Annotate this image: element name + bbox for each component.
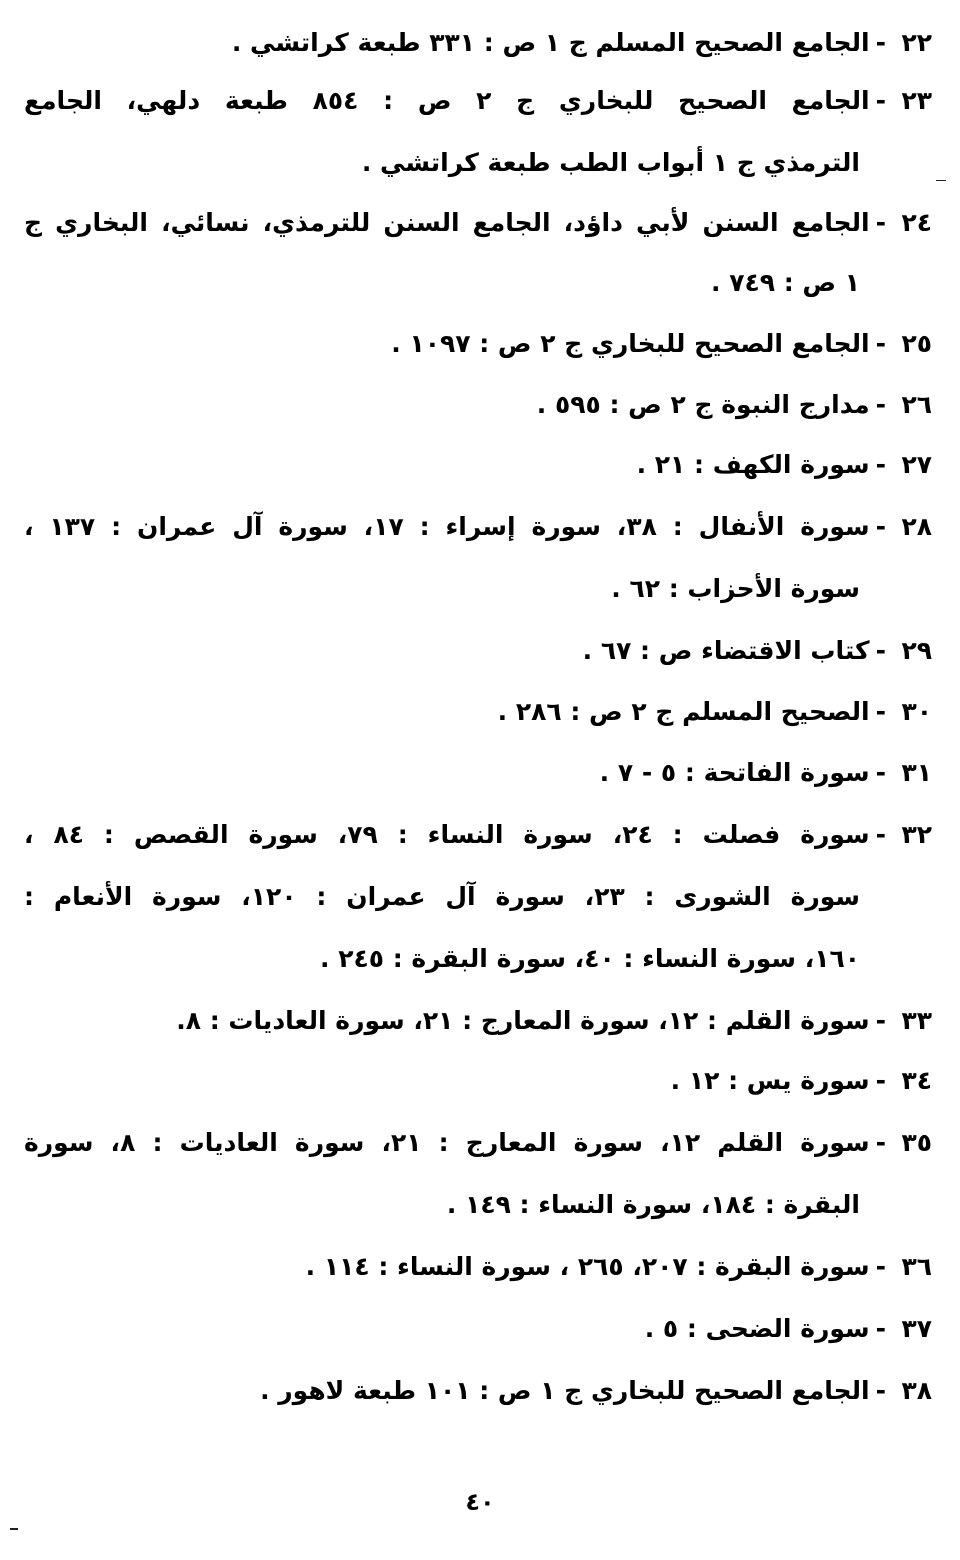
note-text: سورة القلم ١٢، سورة المعارج : ٢١، سورة العاديات : ٨، سورة	[24, 1128, 870, 1157]
note-27: ٢٧-سورة الكهف : ٢١ .	[637, 448, 932, 482]
note-32-continuation-2: ١٦٠، سورة النساء : ٤٠، سورة البقرة : ٢٤٥ .	[320, 944, 860, 973]
note-35: ٣٥-سورة القلم ١٢، سورة المعارج : ٢١، سورة العاديات : ٨، سورة	[24, 1126, 932, 1160]
note-34: ٣٤-سورة يس : ١٢ .	[671, 1064, 932, 1098]
note-number: ٢٤	[901, 208, 932, 237]
note-number: ٢٢	[901, 28, 932, 57]
note-number: ٢٧	[901, 450, 932, 479]
note-32-continuation-1: سورة الشورى : ٢٣، سورة آل عمران : ١٢٠، سورة الأنعام :	[24, 882, 860, 911]
note-36: ٣٦-سورة البقرة : ٢٠٧، ٢٦٥ ، سورة النساء : ١١٤ .	[306, 1250, 932, 1284]
note-text: سورة يس : ١٢ .	[670, 1066, 870, 1095]
note-text: الجامع الصحيح للبخاري ج ٢ ص : ٨٥٤ طبعة دلهي، الجامع	[24, 86, 870, 115]
note-31: ٣١-سورة الفاتحة : ٥ - ٧ .	[600, 756, 932, 790]
note-38: ٣٨-الجامع الصحيح للبخاري ج ١ ص : ١٠١ طبعة لاهور .	[260, 1374, 932, 1408]
page-number: ٤٠	[465, 1488, 495, 1516]
note-30: ٣٠-الصحيح المسلم ج ٢ ص : ٢٨٦ .	[498, 695, 932, 729]
note-29: ٢٩-كتاب الاقتضاء ص : ٦٧ .	[583, 634, 932, 668]
note-number: ٣٦	[901, 1252, 932, 1281]
note-text: سورة الضحى : ٥ .	[644, 1314, 870, 1343]
note-number: ٣٤	[901, 1066, 932, 1095]
note-25: ٢٥-الجامع الصحيح للبخاري ج ٢ ص : ١٠٩٧ .	[391, 327, 932, 361]
note-text: الجامع السنن لأبي داؤد، الجامع السنن للترمذي، نسائي، البخاري ج	[24, 208, 870, 237]
note-number: ٢٥	[901, 329, 932, 358]
note-text: الجامع الصحيح للبخاري ج ٢ ص : ١٠٩٧ .	[391, 329, 870, 358]
note-22: ٢٢-الجامع الصحيح المسلم ج ١ ص : ٣٣١ طبعة كراتشي .	[232, 26, 932, 60]
note-number: ٢٣	[901, 86, 932, 115]
note-text: الصحيح المسلم ج ٢ ص : ٢٨٦ .	[497, 697, 870, 726]
note-26: ٢٦-مدارج النبوة ج ٢ ص : ٥٩٥ .	[537, 388, 932, 422]
note-37: ٣٧-سورة الضحى : ٥ .	[645, 1312, 932, 1346]
note-33: ٣٣-سورة القلم : ١٢، سورة المعارج : ٢١، سورة العاديات : ٨.	[176, 1004, 932, 1038]
note-text: سورة الأنفال : ٣٨، سورة إسراء : ١٧، سورة آل عمران : ١٣٧ ،	[24, 512, 870, 541]
note-number: ٢٦	[901, 390, 932, 419]
note-28-continuation: سورة الأحزاب : ٦٢ .	[611, 574, 860, 603]
note-35-continuation: البقرة : ١٨٤، سورة النساء : ١٤٩ .	[446, 1190, 860, 1219]
note-number: ٣٣	[901, 1006, 932, 1035]
note-32: ٣٢-سورة فصلت : ٢٤، سورة النساء : ٧٩، سورة القصص : ٨٤ ،	[24, 818, 932, 852]
note-28: ٢٨-سورة الأنفال : ٣٨، سورة إسراء : ١٧، سورة آل عمران : ١٣٧ ،	[24, 510, 932, 544]
scan-speck	[10, 1528, 18, 1530]
note-24-continuation: ١ ص : ٧٤٩ .	[711, 268, 860, 297]
note-number: ٣٢	[901, 820, 932, 849]
note-number: ٢٨	[901, 512, 933, 541]
note-number: ٣١	[901, 758, 932, 787]
note-text: مدارج النبوة ج ٢ ص : ٥٩٥ .	[536, 390, 870, 419]
note-text: سورة الفاتحة : ٥ - ٧ .	[599, 758, 870, 787]
note-text: سورة الكهف : ٢١ .	[636, 450, 870, 479]
note-text: الجامع الصحيح للبخاري ج ١ ص : ١٠١ طبعة لاهور .	[260, 1376, 870, 1405]
note-number: ٣٠	[901, 697, 932, 726]
note-24: ٢٤-الجامع السنن لأبي داؤد، الجامع السنن للترمذي، نسائي، البخاري ج	[24, 206, 932, 240]
note-text: سورة القلم : ١٢، سورة المعارج : ٢١، سورة العاديات : ٨.	[176, 1006, 870, 1035]
note-text: كتاب الاقتضاء ص : ٦٧ .	[582, 636, 870, 665]
note-number: ٣٧	[901, 1314, 932, 1343]
note-23: ٢٣-الجامع الصحيح للبخاري ج ٢ ص : ٨٥٤ طبعة دلهي، الجامع	[24, 84, 932, 118]
note-number: ٣٥	[901, 1128, 933, 1157]
note-number: ٢٩	[901, 636, 932, 665]
note-number: ٣٨	[901, 1376, 932, 1405]
note-text: الجامع الصحيح المسلم ج ١ ص : ٣٣١ طبعة كراتشي .	[231, 28, 870, 57]
note-23-continuation: الترمذي ج ١ أبواب الطب طبعة كراتشي .	[361, 148, 860, 177]
note-text: سورة البقرة : ٢٠٧، ٢٦٥ ، سورة النساء : ١١٤ .	[305, 1252, 870, 1281]
note-text: سورة فصلت : ٢٤، سورة النساء : ٧٩، سورة القصص : ٨٤ ،	[24, 820, 870, 849]
scan-speck	[936, 180, 946, 181]
